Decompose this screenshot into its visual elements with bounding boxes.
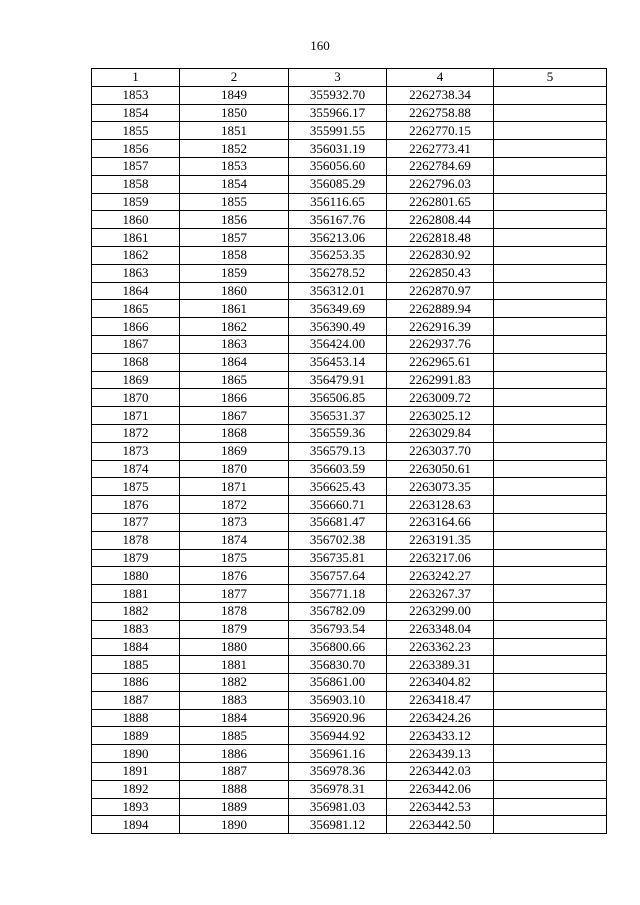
cell-point-number: 1870 xyxy=(92,389,180,407)
cell-x-coordinate: 356390.49 xyxy=(289,318,387,336)
cell-point-number: 1884 xyxy=(92,638,180,656)
cell-point-number: 1864 xyxy=(92,282,180,300)
table-row xyxy=(92,175,607,193)
table-row xyxy=(92,229,607,247)
cell-x-coordinate: 356978.31 xyxy=(289,780,387,798)
cell-note xyxy=(494,229,607,247)
cell-note xyxy=(494,602,607,620)
cell-x-coordinate: 356800.66 xyxy=(289,638,387,656)
cell-y-coordinate: 2262808.44 xyxy=(387,211,494,229)
cell-y-coordinate: 2263362.23 xyxy=(387,638,494,656)
table-row xyxy=(92,282,607,300)
cell-source-number: 1866 xyxy=(180,389,289,407)
cell-source-number: 1865 xyxy=(180,371,289,389)
cell-note xyxy=(494,300,607,318)
table-row xyxy=(92,424,607,442)
cell-x-coordinate: 356603.59 xyxy=(289,460,387,478)
cell-y-coordinate: 2263299.00 xyxy=(387,602,494,620)
table-row xyxy=(92,816,607,834)
cell-y-coordinate: 2262796.03 xyxy=(387,175,494,193)
cell-point-number: 1888 xyxy=(92,709,180,727)
cell-y-coordinate: 2263073.35 xyxy=(387,478,494,496)
cell-note xyxy=(494,442,607,460)
cell-note xyxy=(494,780,607,798)
cell-y-coordinate: 2262870.97 xyxy=(387,282,494,300)
table-row xyxy=(92,193,607,211)
cell-note xyxy=(494,745,607,763)
cell-point-number: 1891 xyxy=(92,763,180,781)
cell-source-number: 1888 xyxy=(180,780,289,798)
cell-source-number: 1889 xyxy=(180,798,289,816)
cell-source-number: 1852 xyxy=(180,140,289,158)
cell-x-coordinate: 356681.47 xyxy=(289,513,387,531)
cell-x-coordinate: 356424.00 xyxy=(289,335,387,353)
table-row xyxy=(92,656,607,674)
cell-point-number: 1893 xyxy=(92,798,180,816)
cell-source-number: 1884 xyxy=(180,709,289,727)
cell-x-coordinate: 356167.76 xyxy=(289,211,387,229)
cell-note xyxy=(494,513,607,531)
cell-note xyxy=(494,460,607,478)
cell-point-number: 1866 xyxy=(92,318,180,336)
cell-note xyxy=(494,567,607,585)
cell-note xyxy=(494,691,607,709)
cell-y-coordinate: 2263348.04 xyxy=(387,620,494,638)
table-row xyxy=(92,371,607,389)
cell-source-number: 1886 xyxy=(180,745,289,763)
cell-source-number: 1887 xyxy=(180,763,289,781)
cell-note xyxy=(494,478,607,496)
cell-x-coordinate: 356559.36 xyxy=(289,424,387,442)
cell-note xyxy=(494,86,607,104)
table-row xyxy=(92,264,607,282)
cell-note xyxy=(494,407,607,425)
cell-source-number: 1850 xyxy=(180,104,289,122)
cell-x-coordinate: 356453.14 xyxy=(289,353,387,371)
cell-source-number: 1863 xyxy=(180,335,289,353)
table-row xyxy=(92,638,607,656)
cell-note xyxy=(494,816,607,834)
cell-source-number: 1859 xyxy=(180,264,289,282)
cell-source-number: 1878 xyxy=(180,602,289,620)
coordinates-table xyxy=(91,68,607,834)
table-row xyxy=(92,246,607,264)
cell-point-number: 1871 xyxy=(92,407,180,425)
cell-note xyxy=(494,122,607,140)
cell-source-number: 1869 xyxy=(180,442,289,460)
cell-note xyxy=(494,175,607,193)
cell-source-number: 1855 xyxy=(180,193,289,211)
cell-point-number: 1853 xyxy=(92,86,180,104)
cell-point-number: 1876 xyxy=(92,496,180,514)
column-header: 2 xyxy=(180,69,289,87)
cell-point-number: 1878 xyxy=(92,531,180,549)
column-header: 5 xyxy=(494,69,607,87)
cell-note xyxy=(494,371,607,389)
cell-source-number: 1875 xyxy=(180,549,289,567)
cell-point-number: 1854 xyxy=(92,104,180,122)
table-row xyxy=(92,460,607,478)
cell-y-coordinate: 2263442.50 xyxy=(387,816,494,834)
cell-point-number: 1887 xyxy=(92,691,180,709)
cell-source-number: 1857 xyxy=(180,229,289,247)
cell-point-number: 1859 xyxy=(92,193,180,211)
column-header: 3 xyxy=(289,69,387,87)
cell-note xyxy=(494,246,607,264)
cell-point-number: 1875 xyxy=(92,478,180,496)
cell-x-coordinate: 356981.03 xyxy=(289,798,387,816)
cell-note xyxy=(494,496,607,514)
cell-y-coordinate: 2262889.94 xyxy=(387,300,494,318)
cell-note xyxy=(494,140,607,158)
cell-note xyxy=(494,674,607,692)
table-row xyxy=(92,407,607,425)
table-row xyxy=(92,211,607,229)
table-row xyxy=(92,674,607,692)
cell-x-coordinate: 356312.01 xyxy=(289,282,387,300)
table-row xyxy=(92,442,607,460)
cell-y-coordinate: 2263404.82 xyxy=(387,674,494,692)
cell-note xyxy=(494,727,607,745)
cell-y-coordinate: 2263164.66 xyxy=(387,513,494,531)
cell-x-coordinate: 356085.29 xyxy=(289,175,387,193)
cell-y-coordinate: 2263433.12 xyxy=(387,727,494,745)
cell-note xyxy=(494,353,607,371)
cell-note xyxy=(494,798,607,816)
cell-x-coordinate: 356702.38 xyxy=(289,531,387,549)
table-row xyxy=(92,496,607,514)
cell-x-coordinate: 356978.36 xyxy=(289,763,387,781)
cell-point-number: 1872 xyxy=(92,424,180,442)
cell-point-number: 1886 xyxy=(92,674,180,692)
cell-source-number: 1872 xyxy=(180,496,289,514)
cell-source-number: 1874 xyxy=(180,531,289,549)
cell-x-coordinate: 356349.69 xyxy=(289,300,387,318)
cell-note xyxy=(494,264,607,282)
table-row xyxy=(92,691,607,709)
cell-point-number: 1857 xyxy=(92,157,180,175)
cell-note xyxy=(494,638,607,656)
cell-y-coordinate: 2263267.37 xyxy=(387,585,494,603)
cell-y-coordinate: 2262965.61 xyxy=(387,353,494,371)
cell-note xyxy=(494,531,607,549)
cell-x-coordinate: 356253.35 xyxy=(289,246,387,264)
cell-source-number: 1868 xyxy=(180,424,289,442)
cell-source-number: 1851 xyxy=(180,122,289,140)
cell-x-coordinate: 356625.43 xyxy=(289,478,387,496)
cell-y-coordinate: 2262818.48 xyxy=(387,229,494,247)
cell-x-coordinate: 356479.91 xyxy=(289,371,387,389)
cell-source-number: 1870 xyxy=(180,460,289,478)
cell-note xyxy=(494,585,607,603)
table-row xyxy=(92,104,607,122)
table-row xyxy=(92,157,607,175)
cell-x-coordinate: 356506.85 xyxy=(289,389,387,407)
table-row xyxy=(92,531,607,549)
cell-y-coordinate: 2262801.65 xyxy=(387,193,494,211)
cell-source-number: 1858 xyxy=(180,246,289,264)
table-row xyxy=(92,300,607,318)
cell-point-number: 1892 xyxy=(92,780,180,798)
cell-point-number: 1877 xyxy=(92,513,180,531)
table-row xyxy=(92,353,607,371)
page-number: 160 xyxy=(310,38,330,53)
cell-y-coordinate: 2262738.34 xyxy=(387,86,494,104)
cell-x-coordinate: 356771.18 xyxy=(289,585,387,603)
cell-source-number: 1882 xyxy=(180,674,289,692)
table-row xyxy=(92,567,607,585)
table-row xyxy=(92,727,607,745)
cell-x-coordinate: 356981.12 xyxy=(289,816,387,834)
table-row xyxy=(92,602,607,620)
table-row xyxy=(92,86,607,104)
cell-point-number: 1855 xyxy=(92,122,180,140)
table-row xyxy=(92,620,607,638)
cell-point-number: 1868 xyxy=(92,353,180,371)
cell-x-coordinate: 356920.96 xyxy=(289,709,387,727)
cell-source-number: 1862 xyxy=(180,318,289,336)
cell-y-coordinate: 2262937.76 xyxy=(387,335,494,353)
cell-source-number: 1854 xyxy=(180,175,289,193)
cell-y-coordinate: 2263418.47 xyxy=(387,691,494,709)
cell-y-coordinate: 2263242.27 xyxy=(387,567,494,585)
cell-x-coordinate: 356116.65 xyxy=(289,193,387,211)
cell-note xyxy=(494,620,607,638)
cell-point-number: 1858 xyxy=(92,175,180,193)
column-header: 1 xyxy=(92,69,180,87)
cell-source-number: 1871 xyxy=(180,478,289,496)
cell-point-number: 1874 xyxy=(92,460,180,478)
cell-note xyxy=(494,104,607,122)
table-row xyxy=(92,585,607,603)
column-header: 4 xyxy=(387,69,494,87)
cell-y-coordinate: 2263442.53 xyxy=(387,798,494,816)
cell-x-coordinate: 356278.52 xyxy=(289,264,387,282)
cell-source-number: 1856 xyxy=(180,211,289,229)
cell-note xyxy=(494,424,607,442)
cell-x-coordinate: 356056.60 xyxy=(289,157,387,175)
cell-x-coordinate: 355991.55 xyxy=(289,122,387,140)
table-row xyxy=(92,709,607,727)
cell-point-number: 1894 xyxy=(92,816,180,834)
cell-y-coordinate: 2263037.70 xyxy=(387,442,494,460)
cell-source-number: 1890 xyxy=(180,816,289,834)
cell-y-coordinate: 2262773.41 xyxy=(387,140,494,158)
cell-note xyxy=(494,549,607,567)
cell-y-coordinate: 2263025.12 xyxy=(387,407,494,425)
cell-source-number: 1853 xyxy=(180,157,289,175)
cell-point-number: 1869 xyxy=(92,371,180,389)
cell-y-coordinate: 2262850.43 xyxy=(387,264,494,282)
cell-source-number: 1873 xyxy=(180,513,289,531)
cell-y-coordinate: 2262758.88 xyxy=(387,104,494,122)
cell-x-coordinate: 356031.19 xyxy=(289,140,387,158)
cell-y-coordinate: 2263442.03 xyxy=(387,763,494,781)
cell-x-coordinate: 356944.92 xyxy=(289,727,387,745)
cell-y-coordinate: 2263050.61 xyxy=(387,460,494,478)
cell-source-number: 1883 xyxy=(180,691,289,709)
cell-source-number: 1879 xyxy=(180,620,289,638)
cell-source-number: 1880 xyxy=(180,638,289,656)
table-row xyxy=(92,549,607,567)
table-row xyxy=(92,780,607,798)
cell-x-coordinate: 356903.10 xyxy=(289,691,387,709)
cell-x-coordinate: 356861.00 xyxy=(289,674,387,692)
cell-point-number: 1882 xyxy=(92,602,180,620)
cell-x-coordinate: 356793.54 xyxy=(289,620,387,638)
cell-point-number: 1890 xyxy=(92,745,180,763)
cell-point-number: 1885 xyxy=(92,656,180,674)
cell-source-number: 1881 xyxy=(180,656,289,674)
cell-point-number: 1861 xyxy=(92,229,180,247)
cell-y-coordinate: 2262991.83 xyxy=(387,371,494,389)
cell-y-coordinate: 2262830.92 xyxy=(387,246,494,264)
cell-note xyxy=(494,193,607,211)
cell-y-coordinate: 2262784.69 xyxy=(387,157,494,175)
cell-source-number: 1864 xyxy=(180,353,289,371)
table-row xyxy=(92,389,607,407)
cell-point-number: 1863 xyxy=(92,264,180,282)
table-row xyxy=(92,122,607,140)
cell-point-number: 1879 xyxy=(92,549,180,567)
table-row xyxy=(92,763,607,781)
table-row xyxy=(92,745,607,763)
cell-note xyxy=(494,763,607,781)
table-row xyxy=(92,798,607,816)
cell-source-number: 1877 xyxy=(180,585,289,603)
cell-y-coordinate: 2263442.06 xyxy=(387,780,494,798)
cell-note xyxy=(494,211,607,229)
cell-x-coordinate: 355932.70 xyxy=(289,86,387,104)
cell-source-number: 1849 xyxy=(180,86,289,104)
cell-x-coordinate: 356830.70 xyxy=(289,656,387,674)
cell-note xyxy=(494,709,607,727)
header-row xyxy=(92,69,607,87)
cell-note xyxy=(494,282,607,300)
cell-y-coordinate: 2263191.35 xyxy=(387,531,494,549)
cell-note xyxy=(494,389,607,407)
cell-note xyxy=(494,318,607,336)
cell-y-coordinate: 2262770.15 xyxy=(387,122,494,140)
cell-point-number: 1883 xyxy=(92,620,180,638)
cell-point-number: 1889 xyxy=(92,727,180,745)
cell-note xyxy=(494,157,607,175)
cell-x-coordinate: 356735.81 xyxy=(289,549,387,567)
cell-x-coordinate: 356961.16 xyxy=(289,745,387,763)
cell-source-number: 1885 xyxy=(180,727,289,745)
table-row xyxy=(92,318,607,336)
table-row xyxy=(92,513,607,531)
cell-point-number: 1881 xyxy=(92,585,180,603)
cell-point-number: 1856 xyxy=(92,140,180,158)
cell-x-coordinate: 356660.71 xyxy=(289,496,387,514)
cell-note xyxy=(494,656,607,674)
table-row xyxy=(92,478,607,496)
cell-y-coordinate: 2263217.06 xyxy=(387,549,494,567)
table-body xyxy=(92,69,607,834)
cell-source-number: 1860 xyxy=(180,282,289,300)
cell-y-coordinate: 2263439.13 xyxy=(387,745,494,763)
cell-source-number: 1867 xyxy=(180,407,289,425)
cell-y-coordinate: 2263424.26 xyxy=(387,709,494,727)
cell-y-coordinate: 2262916.39 xyxy=(387,318,494,336)
cell-y-coordinate: 2263389.31 xyxy=(387,656,494,674)
cell-source-number: 1861 xyxy=(180,300,289,318)
cell-x-coordinate: 356213.06 xyxy=(289,229,387,247)
cell-x-coordinate: 356531.37 xyxy=(289,407,387,425)
cell-source-number: 1876 xyxy=(180,567,289,585)
cell-x-coordinate: 355966.17 xyxy=(289,104,387,122)
cell-point-number: 1865 xyxy=(92,300,180,318)
cell-x-coordinate: 356782.09 xyxy=(289,602,387,620)
cell-point-number: 1867 xyxy=(92,335,180,353)
cell-x-coordinate: 356757.64 xyxy=(289,567,387,585)
cell-point-number: 1880 xyxy=(92,567,180,585)
cell-x-coordinate: 356579.13 xyxy=(289,442,387,460)
cell-y-coordinate: 2263029.84 xyxy=(387,424,494,442)
cell-point-number: 1860 xyxy=(92,211,180,229)
table-row xyxy=(92,140,607,158)
table-row xyxy=(92,335,607,353)
cell-note xyxy=(494,335,607,353)
cell-y-coordinate: 2263128.63 xyxy=(387,496,494,514)
cell-point-number: 1862 xyxy=(92,246,180,264)
cell-point-number: 1873 xyxy=(92,442,180,460)
cell-y-coordinate: 2263009.72 xyxy=(387,389,494,407)
